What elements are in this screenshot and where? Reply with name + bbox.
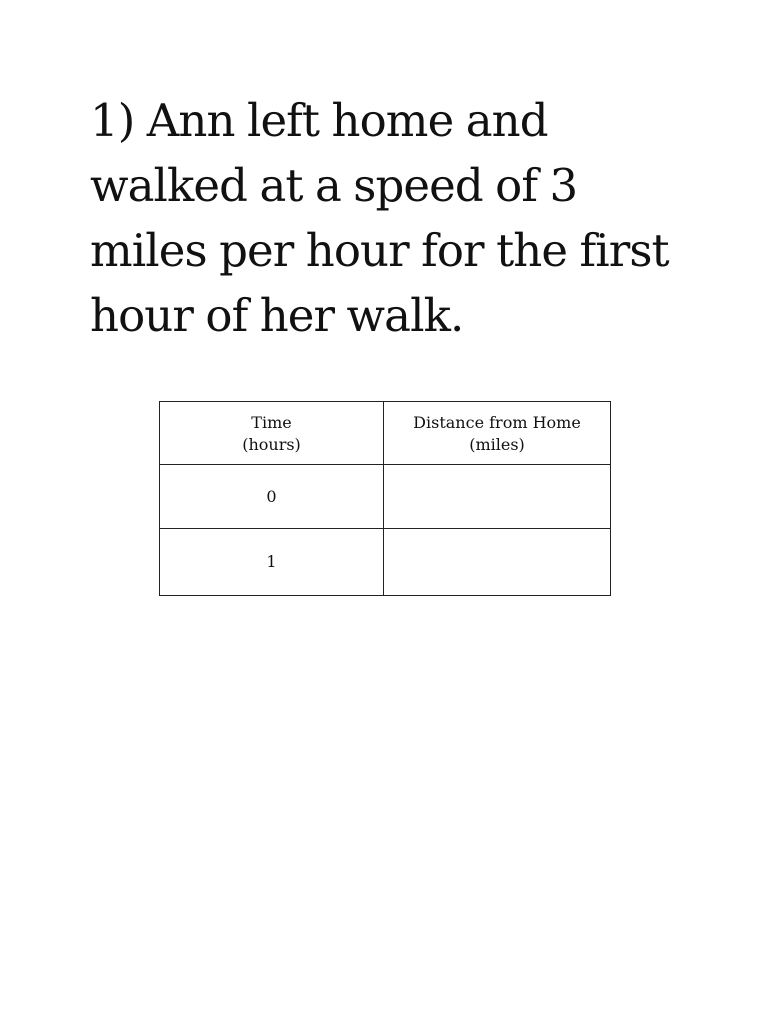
time-distance-table	[159, 401, 611, 596]
time-cell: 0	[160, 465, 384, 529]
problem-statement	[90, 88, 730, 348]
header-distance-unit: (miles)	[469, 435, 525, 454]
distance-cell	[384, 529, 611, 596]
header-time-label: Time	[251, 413, 292, 432]
problem-line-3: miles per hour for the first	[90, 224, 669, 277]
table-header-row	[160, 402, 611, 465]
header-time-unit: (hours)	[242, 435, 301, 454]
header-distance	[384, 402, 611, 465]
problem-line-2: walked at a speed of 3	[90, 159, 578, 212]
distance-cell	[384, 465, 611, 529]
problem-line-1: 1) Ann left home and	[90, 94, 548, 147]
time-cell: 1	[160, 529, 384, 596]
header-distance-label: Distance from Home	[413, 413, 581, 432]
problem-line-4: hour of her walk.	[90, 289, 464, 342]
table-row	[160, 465, 611, 529]
table-row	[160, 529, 611, 596]
header-time	[160, 402, 384, 465]
